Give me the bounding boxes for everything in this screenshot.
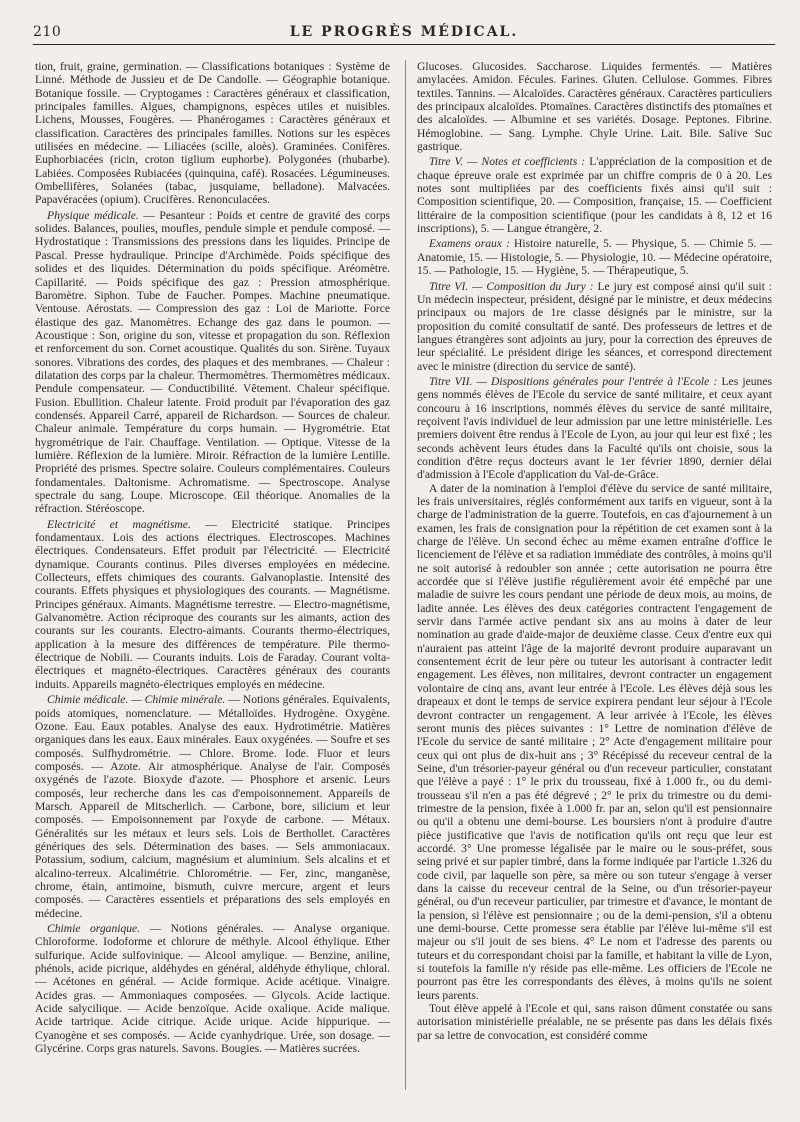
running-title: LE PROGRÈS MÉDICAL.	[289, 24, 519, 40]
paragraph-titre-v: Titre V. — Notes et coefficients : L'appréciation de la composition et de chaque épreuve orale est exprimée par un chiffre compris de 0 à 20. Les notes sont multipliées par des coefficients fixés ainsi qu'il suit : Composition scientifique, 20. — Composition, française, 15. — Coefficient littéraire de la composition scientifique (pour les candidats à 8, 12 et 16 inscriptions), 5. — Langue étrangère, 2.	[417, 155, 772, 236]
left-column	[35, 60, 390, 1055]
paragraph-chimie-organique: Chimie organique. — Notions générales. — Analyse organique. Chloroforme. Iodoforme et chlorure de méthyle. Alcool éthylique. Ether sulfurique. Acide sulfovinique. — Alcool amylique. — Benzine, aniline, phénols, acide picrique, aldéhydes en général, aldéhyde éthylique, chloral. — Acétones en général. — Acide formique. Acide acétique. Vinaigre. Acides gras. — Ammoniaques composées. — Glycols. Acide lactique. Acide salycilique. — Acide benzoïque. Acide oxalique. Acide malique. Acide tartrique. Acide citrique. Acide urique. Acide hippurique. — Cyanogène et ses composés. — Acide cyanhydrique. Urée, son dosage. — Glycérine. Corps gras naturels. Savons. Bougies. — Matières sucrées.	[35, 922, 390, 1056]
page-header	[33, 22, 775, 45]
paragraph-botanique: tion, fruit, graine, germination. — Classifications botaniques : Système de Linné. Méthode de Jussieu et de De Candolle. — Géographie botanique. Botanique fossile. — Cryptogames : Caractères généraux et classification, principales familles. Algues, champignons, espèces utiles et nuisibles. Lichens, Mousses, Fougères. — Phanérogames : Caractères généraux et classification. Caractères des principales familles. Notions sur les espèces utilisées en médecine. — Liliacées (scille, aloès). Graminées. Conifères. Euphorbiacées (ricin, croton tiglium euphorbe). Polygonées (rhubarbe). Labiées. Composées Rubiacées (quinquina, café). Rosacées. Légumineuses. Ombellifères, Solanées (tabac, jusquiame, belladone). Malvacées. Papavéracées (opium). Crucifères. Renonculacées.	[35, 60, 390, 207]
section-heading: Electricité et magnétisme.	[47, 517, 191, 531]
section-heading: Titre VII. — Dispositions générales pour l'entrée à l'Ecole :	[429, 374, 718, 388]
column-divider	[405, 60, 406, 1090]
paragraph-examens-oraux: Examens oraux : Histoire naturelle, 5. — Physique, 5. — Chimie 5. — Anatomie, 15. — Histologie, 5. — Physiologie, 10. — Médecine opératoire, 15. — Pathologie, 15. — Hygiène, 5. — Thérapeutique, 5.	[417, 237, 772, 278]
section-heading: Physique médicale.	[47, 208, 139, 222]
section-heading: Chimie organique.	[47, 922, 141, 935]
page-number: 210	[33, 24, 62, 40]
section-heading: Examens oraux :	[429, 237, 510, 251]
right-column	[417, 60, 772, 1042]
paragraph-convocation: Tout élève appelé à l'Ecole et qui, sans raison dûment constatée ou sans autorisation ministérielle préalable, ne se présente pas dans les délais fixés par sa lettre de convocation, est considéré comme	[417, 1002, 772, 1042]
section-heading: Titre VI. — Composition du Jury :	[429, 279, 594, 293]
section-heading: Chimie médicale. — Chimie minérale.	[47, 693, 226, 707]
paragraph-electricite: Electricité et magnétisme. — Electricité statique. Principes fondamentaux. Lois des actions électriques. Electroscopes. Machines électriques. Condensateurs. Effet produit par l'électricité. — Electricité dynamique. Courants continus. Piles diverses employées en médecine. Collecteurs, effets chimiques des courants. Galvanoplastie. Intensité des courants. Effets physiques et physiologiques des courants. — Magnétisme. Principes généraux. Aimants. Magnétisme terrestre. — Electro-magnétisme, Galvanomètre. Action réciproque des courants sur les aimants, action des courants sur les courants. Electro-aimants. Courants thermo-électriques, application à la mesure des différences de température. Pile thermo-électrique de Nobili. — Courants induits. Lois de Faraday. Courant volta-électriques et magnéto-électriques. Caractères généraux des courants induits. Appareils magnéto-électriques employés en médecine.	[35, 517, 390, 691]
paragraph-titre-vii: Titre VII. — Dispositions générales pour l'entrée à l'Ecole : Les jeunes gens nommés élèves de l'Ecole du service de santé militaire, et ceux ayant concouru à 16 inscriptions, nommés élèves du service de santé militaire, reçoivent l'avis individuel de leur admission par une lettre ministérielle. Les premiers doivent être rendus à l'Ecole de Lyon, au jour qui leur est fixé ; les seconds achèvent leurs études dans la Faculté qu'ils ont choisie, sous la condition d'être reçus docteurs avant le 1er février 1890, dernier délai d'admission à l'Ecole d'application du Val-de-Grâce.	[417, 374, 772, 482]
paragraph-chimie-minerale: Chimie médicale. — Chimie minérale. — Notions générales. Equivalents, poids atomiques, nomenclature. — Métalloïdes. Hydrogène. Oxygène. Ozone. Eau. Eaux potables. Analyse des eaux. Hydrotimétrie. Matières organiques dans les eaux. Eaux minérales. Eaux oxygénées. — Soufre et ses composés. Sulfhydrométrie. — Chlore. Brome. Iode. Fluor et leurs composés. — Azote. Air atmosphérique. Analyse de l'air. Composés oxygénés de l'azote. Bioxyde d'azote. — Phosphore et arsenic. Leurs composés, leur recherche dans les cas d'empoisonnement. Appareils de Marsch. Appareil de Mitscherlich. — Carbone, bore, silicium et leur composés. — Empoisonnement par l'oxyde de carbone. — Métaux. Généralités sur les métaux et leurs sels. Lois de Berthollet. Caractères génériques des sels. Détermination des bases. — Sels ammoniacaux. Potassium, sodium, calcium, magnésium et aluminium. Sels alcalins et et alcalino-terreux. Alcalimétrie. Chlorométrie. — Fer, zinc, manganèse, chrome, étain, antimoine, bismuth, cuivre mercure, argent et leurs composés. — Caractères essentiels et préparations des sels employés en médecine.	[35, 693, 390, 920]
paragraph-titre-vi: Titre VI. — Composition du Jury : Le jury est composé ainsi qu'il suit : Un médecin inspecteur, président, désigné par le ministre, et deux médecins principaux ou majors de 1re classe désignés par le ministre, sur la proposition du comité consultatif de santé. Des professeurs de lettres et de langues étrangères sont adjoints au jury, pour la correction des épreuves de leur spécialité. Le président dirige les séances, et correspond directement avec le ministre (direction du service de santé).	[417, 279, 772, 373]
paragraph-frais-universitaires: A dater de la nomination à l'emploi d'élève du service de santé militaire, les frais universitaires, réglés conformément aux tarifs en vigueur, sont à la charge de l'administration de la guerre. Toutefois, en cas d'ajournement à un examen, les frais de consignation pour la répétition de cet examen sont à la charge de l'élève. Un second échec au même examen entraîne d'office le licenciement de l'élève et sa radiation immédiate des contrôles, à moins qu'il ne soit autorisé à redoubler son année ; cette autorisation ne pourra être accordée que si l'élève justifie régulièrement avoir été empêché par une maladie de suivre les cours pendant une période de deux mois, au moins, de ladite année. Les élèves des deux catégories contractent l'engagement de servir dans l'armée active pendant six ans au moins à dater de leur nomination au grade d'aide-major de deuxième classe. Ceux d'entre eux qui n'auraient pas atteint l'âge de la majorité devront produire auparavant un consentement écrit de leur père ou tuteur les autorisant à contracter ledit engagement. Les élèves, non militaires, devront contracter un engagement volontaire de cinq ans, avant leur entrée à l'Ecole. Les élèves déjà sous les drapeaux et dont le temps de service expirera pendant leur séjour à l'Ecole devront contracter un rengagement. A leur arrivée à l'Ecole, les élèves seront munis des pièces suivantes : 1° Lettre de nomination d'élève de l'Ecole du service de santé militaire ; 2° Acte d'engagement militaire pour ceux qui ont plus de dix-huit ans ; 3° Récépissé du receveur central de la Seine, d'un trésorier-payeur général ou d'un receveur particulier, constatant que l'élève a payé : 1° le prix du trousseau, fixé à 1.000 fr., ou du demi-trousseau s'il n'en a pas été dégrevé ; 2° le prix du trimestre ou du demi-trimestre de la pension, fixée à 1.000 fr. par an, selon qu'il est pensionnaire ou qu'il a obtenu une demi-bourse. Les boursiers n'ont à produire d'autre pièce justificative que l'avis de notification qu'ils ont reçu que leur est accordé. 3° Une promesse légalisée par le maire ou le sous-préfet, sous seing privé et sur papier timbré, dans la forme indiquée par l'article 1.326 du code civil, par laquelle son père, sa mère ou son tuteur s'engage à verser dans la caisse du receveur central de la Seine, ou d'un trésorier-payeur général, ou d'un receveur particulier, par trimestre et d'avance, le montant de la pension, si l'élève est pensionnaire ; ou de la demi-pension, s'il a obtenu une demi-bourse. Cette promesse sera établie par l'élève lui-même s'il est majeur ou s'il jouit de ses biens. 4° Le nom et l'adresse des parents ou tuteurs et du correspondant choisi par la famille, et habitant la ville de Lyon, si toutefois la famille n'y réside pas elle-même. Les officiers de l'Ecole ne pourront pas être les correspondants des élèves, à moins qu'ils ne soient leurs parents.	[417, 481, 772, 1002]
paragraph-chimie-suite: Glucoses. Glucosides. Saccharose. Liquides fermentés. — Matières amylacées. Amidon. Fécules. Farines. Gluten. Cellulose. Gommes. Fibres textiles. Tannins. — Alcaloïdes. Caractères généraux. Caractères particuliers des principaux alcaloïdes. Ptomaïnes. Caractères distinctifs des ptomaïnes et des alcaloïdes. — Albumine et ses variétés. Dosage. Peptones. Fibrine. Hémoglobine. — Sang. Lymphe. Chyle Urine. Lait. Bile. Salive Suc gastrique.	[417, 60, 772, 154]
paragraph-physique-medicale: Physique médicale. — Pesanteur : Poids et centre de gravité des corps solides. Balances, poulies, moufles, pendule simple et pendule composé. — Hydrostatique : Transmissions des pressions dans les liquides. Principe de Pascal. Presse hydraulique. Principe d'Archimède. Poids spécifique des solides et des liquides. Détermination du poids spécifique. Aréomètre. Capillarité. — Poids spécifique des gaz : Pression atmosphérique. Baromètre. Siphon. Tube de Faucher. Pompes. Machine pneumatique. Ventouse. Aérostats. — Compression des gaz : Loi de Mariotte. Force élastique des gaz. Manomètres. Echange des gaz dans le poumon. — Acoustique : Son, origine du son, vitesse et propagation du son. Réflexion et renforcement du son. Cornet acoustique. Qualités du son. Sirène. Tuyaux sonores. Vibrations des cordes, des plaques et des membranes. — Chaleur : dilatation des corps par la chaleur. Thermomètres. Thermomètres médicaux. Pendule compensateur. — Conductibilité. Vêtement. Chaleur spécifique. Fusion. Ebullition. Chaleur latente. Froid produit par l'évaporation des gaz condensés. Appareil Carré, appareil de Richardson. — Sources de chaleur. Chaleur animale. Température du corps humain. — Hygrométrie. Etat hygrométrique de l'air. Chauffage. Ventilation. — Optique. Vitesse de la lumière. Réflexion de la lumière. Miroir. Réfraction de la lumière Lentille. Propriété des prismes. Spectre solaire. Couleurs complémentaires. Couleurs fondamentales. Daltonisme. Achromatisme. — Spectroscope. Analyse spectrale du sang. Loupe. Microscope. Œil théorique. Anomalies de la réfraction. Stéréoscope.	[35, 208, 391, 516]
section-heading: Titre V. — Notes et coefficients :	[429, 155, 586, 169]
